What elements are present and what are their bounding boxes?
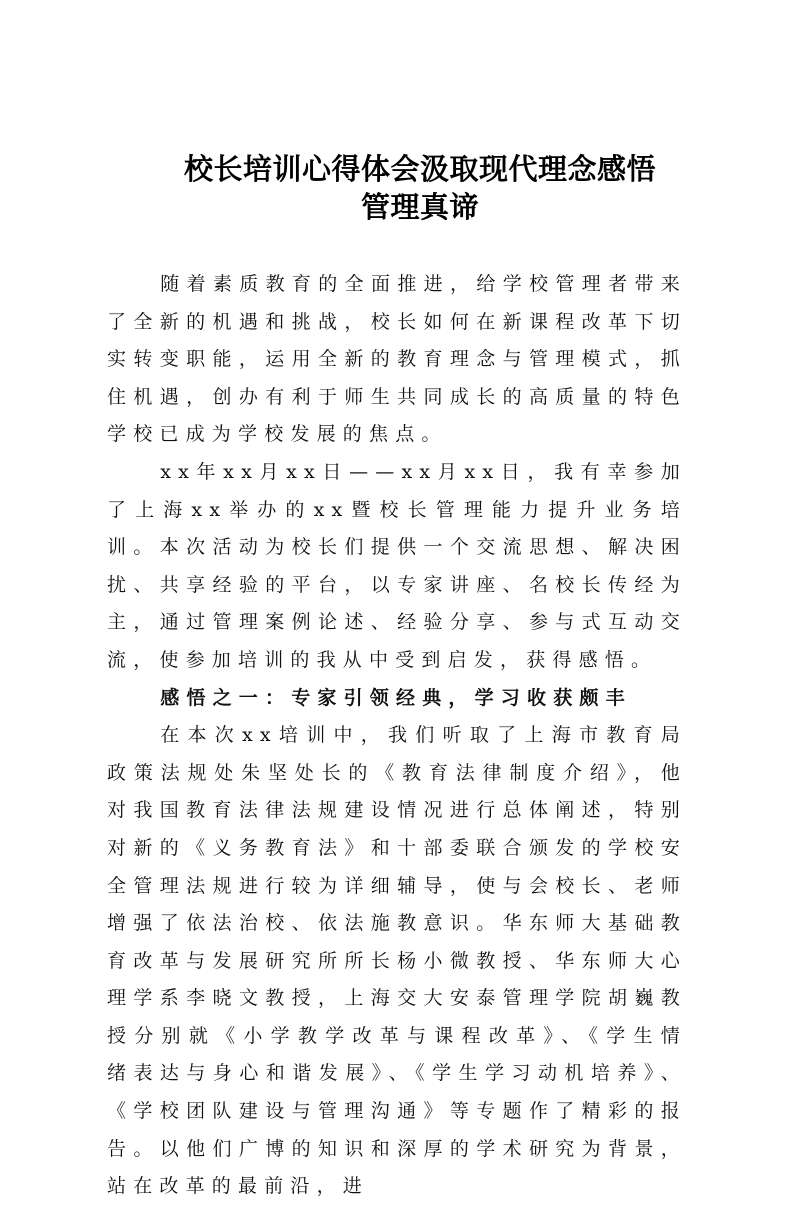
section-heading-1: 感悟之一：专家引领经典，学习收获颇丰 (160, 686, 632, 709)
paragraph-intro: 随着素质教育的全面推进，给学校管理者带来了全新的机遇和挑战，校长如何在新课程改革下切实转变职能，运用全新的教育理念与管理模式，抓住机遇，创办有利于师生共同成长的高质量的特色学校已成为学校发展的焦点。 (107, 273, 687, 446)
title-line-1: 校长培训心得体会汲取现代理念感悟 (183, 152, 656, 186)
title-line-2: 管理真谛 (360, 190, 479, 224)
paragraph-training-info: xx年xx月xx日——xx月xx日，我有幸参加了上海xx举办的xx暨校长管理能力提升业务培训。本次活动为校长们提供一个交流思想、解决困扰、共享经验的平台，以专家讲座、名校长传经为主，通过管理案例论述、经验分享、参与式互动交流，使参加培训的我从中受到启发，获得感悟。 (107, 460, 687, 671)
document-title (100, 150, 740, 226)
document-body (107, 266, 687, 1206)
paragraph-expert-lectures: 在本次xx培训中，我们听取了上海市教育局政策法规处朱坚处长的《教育法律制度介绍》，他对我国教育法律法规建设情况进行总体阐述，特别对新的《义务教育法》和十部委联合颁发的学校安全管理法规进行较为详细辅导，使与会校长、老师增强了依法治校、依法施教意识。华东师大基础教育改革与发展研究所所长杨小微教授、华东师大心理学系李晓文教授，上海交大安泰管理学院胡巍教授分别就《小学教学改革与课程改革》、《学生情绪表达与身心和谐发展》、《学生学习动机培养》、《学校团队建设与管理沟通》等专题作了精彩的报告。以他们广博的知识和深厚的学术研究为背景，站在改革的最前沿，进 (107, 724, 687, 1198)
